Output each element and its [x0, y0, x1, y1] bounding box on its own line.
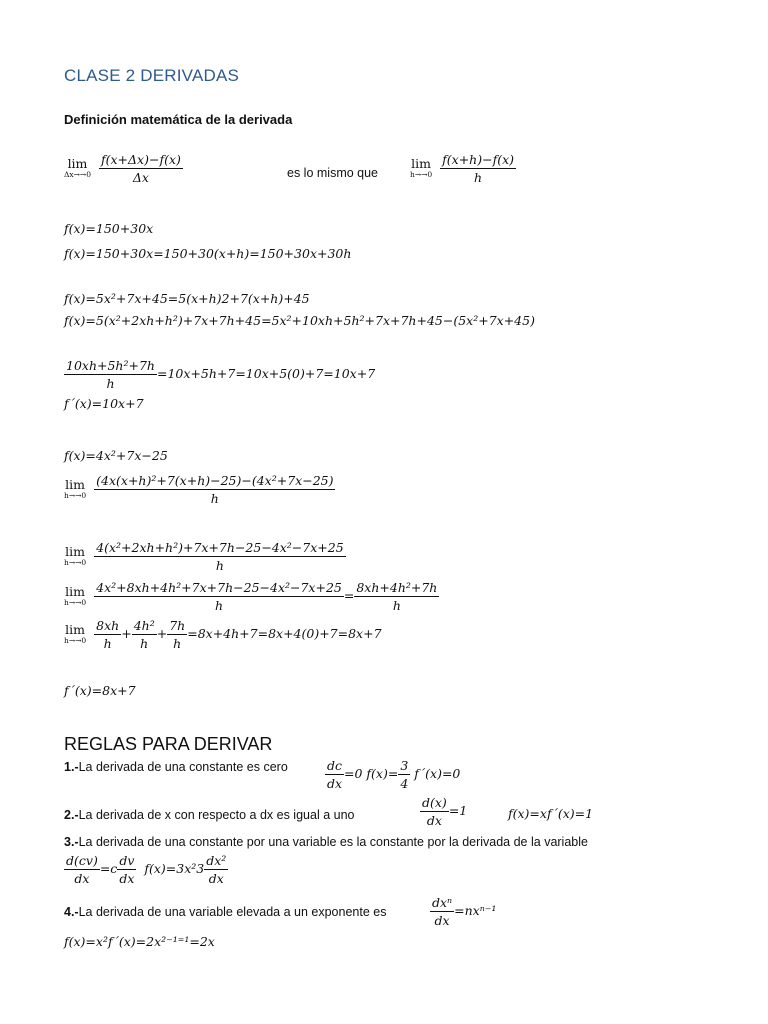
ex2-derivative: f´(x)=10x+7: [64, 396, 144, 411]
ex2-line2: f(x)=5(x²+2xh+h²)+7x+7h+45=5x²+10xh+5h²+7x+7h+45−(5x²+7x+45): [64, 313, 535, 328]
fraction-3: $\frac{\text{10xh+5h²+7h}}{h}$: [66, 358, 155, 391]
definition-formula-h: [410, 152, 516, 185]
rule-4-formula: $\frac{\text{dxⁿ}}{dx}$ =nxⁿ⁻¹: [432, 895, 497, 928]
limit-2: lim h→→0: [410, 156, 433, 179]
fraction-c: $\frac{\text{4x²+8xh+4h²+7x+7h−25−4x²−7x+25}}{h}$: [96, 580, 342, 613]
ex3-limit-a: lim h→→0 $\frac{\text{(4x(x+h)²+7(x+h)−25)−(4x²+7x−25)}}{h}$: [64, 473, 334, 506]
rule-3-formula: $\frac{d(cv)}{dx}$ =c $\frac{dv}{dx}$ f(x)=3x²3 $\frac{\text{dx²}}{dx}$: [66, 853, 227, 886]
rule-4: 4.-La derivada de una variable elevada a un exponente es: [64, 905, 387, 919]
rule-2: 2.-La derivada de x con respecto a dx es igual a uno: [64, 808, 355, 822]
equivalence-text: es lo mismo que: [287, 166, 379, 180]
fraction-b: $\frac{\text{4(x²+2xh+h²)+7x+7h−25−4x²−7x+25}}{h}$: [96, 540, 344, 573]
ex2-line1: f(x)=5x²+7x+45=5(x+h)2+7(x+h)+45: [64, 291, 310, 306]
ex1-line2: f(x)=150+30x=150+30(x+h)=150+30x+30h: [64, 246, 352, 261]
ex3-limit-c: lim h→→0 $\frac{\text{4x²+8xh+4h²+7x+7h−25−4x²−7x+25}}{h}$ = $\frac{\text{8xh+4h²+7h}}{h}$: [64, 580, 438, 613]
ex2-line3: $\frac{\text{10xh+5h²+7h}}{h}$ =10x+5h+7=10x+5(0)+7=10x+7: [66, 358, 376, 391]
fraction-a: $\frac{\text{(4x(x+h)²+7(x+h)−25)−(4x²+7x−25)}}{h}$: [96, 473, 334, 506]
page-title: CLASE 2 DERIVADAS: [64, 66, 240, 85]
fraction-c2: $\frac{\text{8xh+4h²+7h}}{h}$: [356, 580, 438, 613]
ex3-limit-d: lim h→→0 $\frac{8xh}{h}$ + $\frac{\text{4h²}}{h}$ + $\frac{7h}{h}$ =8x+4h+7=8x+4(0)+7=8x+7: [64, 618, 382, 651]
ex3-line1: f(x)=4x²+7x−25: [64, 448, 168, 463]
definition-formula: [64, 152, 183, 185]
ex3-limit-b: lim h→→0 $\frac{\text{4(x²+2xh+h²)+7x+7h−25−4x²−7x+25}}{h}$: [64, 540, 344, 573]
rule-2-example: f(x)=xf´(x)=1: [508, 806, 594, 821]
limit-1: lim Δx→→0: [64, 156, 91, 179]
ex1-line1: f(x)=150+30x: [64, 221, 154, 236]
rule-2-formula: $\frac{d(x)}{dx}$ =1: [422, 795, 468, 828]
ex3-derivative: f´(x)=8x+7: [64, 683, 136, 698]
rule-4-example: f(x)=x²f´(x)=2x²⁻¹⁼¹=2x: [64, 934, 215, 949]
fraction-1: $\frac{f(x+\Delta x)-f(x)}{\Delta x}$: [100, 152, 181, 185]
rule-1: 1.-La derivada de una constante es cero: [64, 760, 288, 774]
rules-heading: REGLAS PARA DERIVAR: [64, 734, 273, 754]
rule-3: 3.-La derivada de una constante por una variable es la constante por la derivada de la variable: [64, 835, 588, 849]
definition-heading: Definición matemática de la derivada: [64, 112, 293, 127]
rule-1-formula: $\frac{dc}{dx}$ =0 f(x)= $\frac{3}{4}$ f´(x)=0: [326, 758, 461, 791]
fraction-2: $\frac{f(x+h)-f(x)}{h}$: [442, 152, 515, 185]
